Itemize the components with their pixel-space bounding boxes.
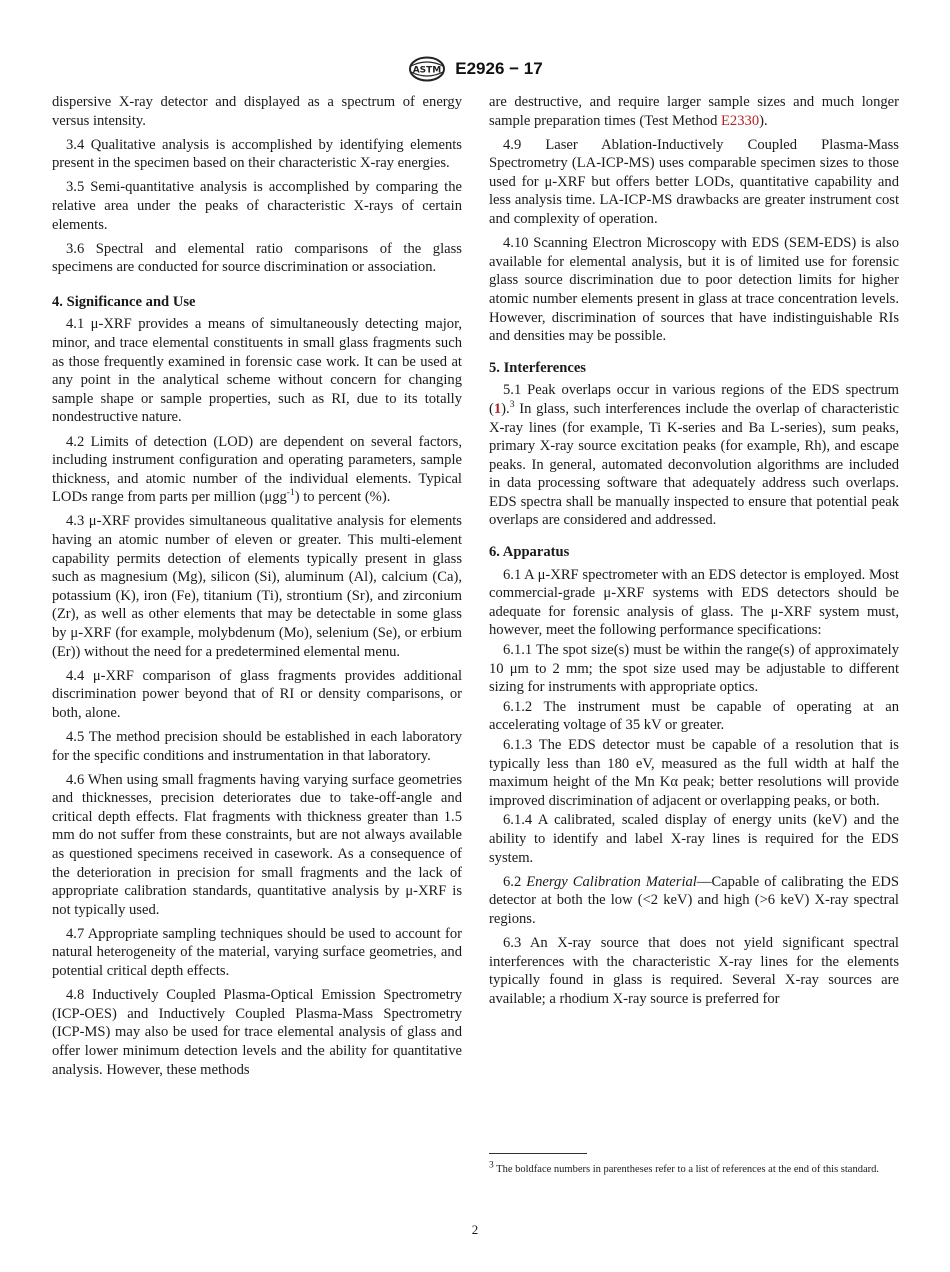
paragraph-5-1-mid: ). — [501, 400, 510, 417]
paragraph-4-1: 4.1 μ-XRF provides a means of simultaneously detecting major, minor, and trace elemental constituents in small glass fragments such as those frequently examined in forensic case work. It can be used at any point in the analytical scheme without concern for changing sample shape or sample properties, such as RI, due to its totally nondestructive nature. — [52, 316, 462, 426]
footnote-divider — [489, 1153, 587, 1154]
paragraph-continuation: dispersive X-ray detector and displayed as a spectrum of energy versus intensity. — [52, 94, 462, 129]
page-header — [0, 54, 950, 84]
paragraph-3-4: 3.4 Qualitative analysis is accomplished by identifying elements present in the specimen based on their characteristic X-ray energies. — [52, 136, 462, 172]
astm-logo-text: ASTM — [412, 65, 442, 76]
paragraph-continuation-right — [489, 93, 899, 130]
paragraph-4-7: 4.7 Appropriate sampling techniques should be used to account for natural heterogeneity of the material, varying surface geometries, and potential critical depth effects. — [52, 925, 462, 980]
footnote — [489, 1162, 899, 1177]
paragraph-4-6: 4.6 When using small fragments having varying surface geometries and thicknesses, precision deteriorates due to take-off-angle and critical depth effects. Flat fragments with thickness greater than 1.5 mm do not suffer from these constraints, but are not always available as questioned specimens received in casework. As a consequence of the deterioration in precision for small fragments and the lack of appropriate calibration standards, quantitative analysis by μ-XRF is not typically used. — [52, 771, 462, 918]
continuation-text: are destructive, and require larger sample sizes and much longer sample preparation times (Test Method — [489, 94, 899, 129]
paragraph-6-1-1: 6.1.1 The spot size(s) must be within the range(s) of approximately 10 μm to 2 mm; the spot size used may be adjustable to different sizing for instruments with appropriate optics. — [489, 642, 899, 696]
paragraph-4-4: 4.4 μ-XRF comparison of glass fragments provides additional discrimination power beyond that of RI or density comparisons, or both, alone. — [52, 667, 462, 721]
paragraph-4-8: 4.8 Inductively Coupled Plasma-Optical Emission Spectrometry (ICP-OES) and Inductively Coupled Plasma-Mass Spectrometry (ICP-MS) may also be used for trace elemental analysis of glass and offer lower minimum detection levels and the ability for quantitative analysis. However, these methods — [52, 987, 462, 1078]
astm-logo-icon — [407, 56, 447, 82]
paragraph-3-5: 3.5 Semi-quantitative analysis is accomplished by comparing the relative area under the peaks of characteristic X-rays of certain elements. — [52, 179, 462, 233]
reference-link-e2330[interactable]: E2330 — [721, 112, 760, 129]
section-heading-4: 4. Significance and Use — [52, 293, 196, 310]
continuation-end: ). — [759, 112, 768, 129]
paragraph-4-2 — [52, 433, 462, 507]
paragraph-6-1-4: 6.1.4 A calibrated, scaled display of energy units (keV) and the ability to identify and label X-ray lines is required for the EDS system. — [489, 812, 899, 866]
paragraph-5-1-end: In glass, such interferences include the overlap of characteristic X-ray lines (for example, Ti K-series and Ba L-series), sum peaks, primary X-ray source excitation peaks (for example, Rh), and escape peaks. In general, automated deconvolution algorithms are included in data processing software that adequately address such overlaps. EDS spectra shall be manually inspected to ensure that potential peak overlaps are considered and addressed. — [489, 400, 899, 529]
page-number: 2 — [471, 1222, 479, 1237]
footnote-marker: 3 — [509, 400, 515, 411]
paragraph-6-1-3: 6.1.3 The EDS detector must be capable of a resolution that is typically less than 180 eV, measured as the full width at half the maximum height of the Mn Kα peak; better resolutions will provide improved discrimination of adjacent or overlapping peaks, or both. — [489, 737, 899, 809]
paragraph-6-1: 6.1 A μ-XRF spectrometer with an EDS detector is employed. Most commercial-grade μ-XRF systems with EDS detectors should be adequate for forensic analysis of glass. The μ-XRF system must, however, meet the following performance specifications: — [489, 566, 899, 639]
left-column — [52, 93, 462, 1085]
footnote-text: The boldface numbers in parentheses refer to a list of references at the end of this standard. — [493, 1164, 879, 1175]
paragraph-6-1-2: 6.1.2 The instrument must be capable of operating at an accelerating voltage of 35 kV or greater. — [489, 698, 899, 734]
paragraph-4-10: 4.10 Scanning Electron Microscopy with EDS (SEM-EDS) is also available for elemental analysis, but it is of limited use for forensic glass source discrimination due to poor detection limits for higher atomic number elements present in glass at trace concentration levels. However, discrimination of sources that have indistinguishable RIs and densities may be possible. — [489, 235, 899, 345]
section-heading-5: 5. Interferences — [489, 359, 586, 376]
paragraph-4-9: 4.9 Laser Ablation-Inductively Coupled Plasma-Mass Spectrometry (LA-ICP-MS) uses comparable specimen sizes to those used for μ-XRF but offers better LODs, quantitative capability and less analysis time. LA-ICP-MS drawbacks are greater instrument cost and complexity of operation. — [489, 136, 899, 228]
paragraph-6-2-title: Energy Calibration Material — [526, 873, 697, 890]
paragraph-5-1-start: 5.1 Peak overlaps occur in various regions of the EDS spectrum ( — [489, 382, 899, 417]
paragraph-4-2-text: 4.2 Limits of detection (LOD) are dependent on several factors, including instrument configuration and operating parameters, sample thickness, and atomic number of the individual elements. Typical LODs range from parts per million (μgg — [52, 433, 462, 506]
reference-link-1[interactable]: 1 — [493, 400, 502, 417]
paragraph-6-2-number: 6.2 — [503, 873, 527, 890]
standard-number: E2926 − 17 — [455, 59, 543, 78]
paragraph-5-1 — [489, 381, 899, 530]
paragraph-3-6: 3.6 Spectral and elemental ratio comparisons of the glass specimens are conducted for source discrimination or association. — [52, 240, 462, 276]
paragraph-4-3: 4.3 μ-XRF provides simultaneous qualitative analysis for elements having an atomic number of eleven or greater. This multi-element capability permits detection of elements typically present in glass such as magnesium (Mg), silicon (Si), aluminum (Al), calcium (Ca), potassium (K), iron (Fe), titanium (Ti), strontium (Sr), and zirconium (Zr), as well as other elements that may be detectable in some glass by μ-XRF (for example, molybdenum (Mo), selenium (Se), or erbium (Er)) without the need for a predetermined elemental menu. — [52, 513, 462, 660]
superscript: -1 — [286, 488, 295, 499]
section-heading-6: 6. Apparatus — [489, 544, 570, 561]
paragraph-6-3: 6.3 An X-ray source that does not yield significant spectral interferences with the characteristic X-ray lines for the elements typically found in glass is required. Several X-ray sources are available; a rhodium X-ray source is preferred for — [489, 934, 899, 1007]
paragraph-4-2-end: ) to percent (%). — [294, 489, 391, 506]
paragraph-6-2-text: —Capable of calibrating the EDS detector at both the low (<2 keV) and high (>6 keV) X-ray spectral regions. — [489, 873, 899, 927]
right-column — [489, 93, 899, 1014]
paragraph-4-5: 4.5 The method precision should be established in each laboratory for the specific conditions and instrumentation in that laboratory. — [52, 728, 462, 764]
paragraph-6-2 — [489, 873, 899, 929]
footnote-number: 3 — [489, 1160, 494, 1171]
